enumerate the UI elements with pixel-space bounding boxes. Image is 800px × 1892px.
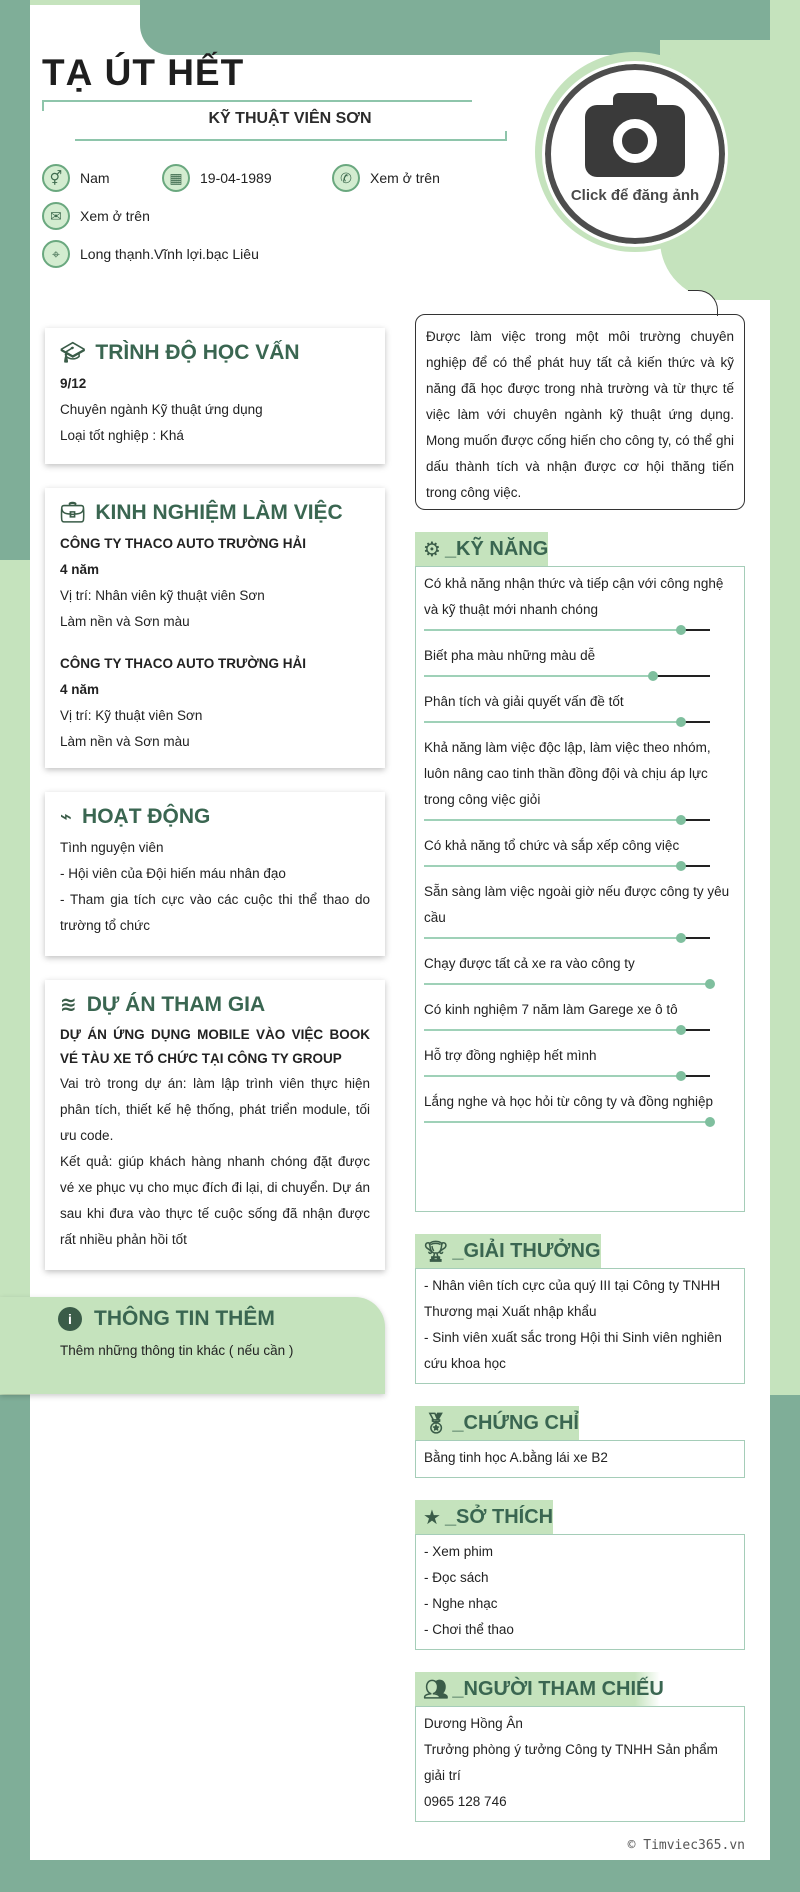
award-item[interactable]: - Nhân viên tích cực của quý III tại Công ty TNHH Thương mại Xuất nhập khẩu xyxy=(424,1278,721,1319)
projects-heading: DỰ ÁN THAM GIA xyxy=(86,992,266,1016)
gender-icon: ⚥ xyxy=(42,164,70,192)
address-row xyxy=(42,240,259,268)
skill-label[interactable]: Chạy được tất cả xe ra vào công ty xyxy=(424,956,635,971)
watermark: © Timviec365.vn xyxy=(627,1838,745,1853)
hobby-item[interactable]: - Đọc sách xyxy=(424,1570,489,1585)
skill-level-slider[interactable] xyxy=(424,815,710,825)
skill-level-knob[interactable] xyxy=(648,671,658,681)
camera-icon xyxy=(585,105,685,177)
project-result[interactable]: Kết quả: giúp khách hàng nhanh chóng đặt được vé xe phục vụ cho mục đích đi lại, di chuyển. Dự án sau khi đưa vào thực tế cuộc sống đã nhận được rất nhiều phản hồi tốt xyxy=(60,1154,370,1247)
skill-level-slider[interactable] xyxy=(424,1117,710,1127)
skill-level-slider[interactable] xyxy=(424,1025,710,1035)
layers-icon: ≋ xyxy=(60,994,77,1016)
skill-label[interactable]: Hỗ trợ đồng nghiệp hết mình xyxy=(424,1048,597,1063)
experience-company[interactable]: CÔNG TY THACO AUTO TRƯỜNG HẢI xyxy=(60,536,306,551)
birthday-value[interactable]: 19-04-1989 xyxy=(200,170,272,186)
job-title: KỸ THUẬT VIÊN SƠN xyxy=(208,110,372,127)
experience-description[interactable]: Làm nền và Sơn màu xyxy=(60,734,190,749)
education-heading: TRÌNH ĐỘ HỌC VẤN xyxy=(95,340,300,364)
skill-level-knob[interactable] xyxy=(705,1117,715,1127)
certificates-heading: _CHỨNG CHỈ xyxy=(452,1411,579,1434)
education-major[interactable]: Chuyên ngành Kỹ thuật ứng dụng xyxy=(60,402,263,417)
references-header xyxy=(415,1672,664,1706)
experience-duration[interactable]: 4 năm xyxy=(60,562,100,577)
birthday-row xyxy=(162,164,272,192)
reference-phone[interactable]: 0965 128 746 xyxy=(424,1794,507,1809)
skill-level-slider[interactable] xyxy=(424,861,710,871)
skill-label[interactable]: Có khả năng nhận thức và tiếp cận với công nghệ và kỹ thuật mới nhanh chóng xyxy=(424,576,724,617)
pulse-icon: ⌁ xyxy=(60,806,73,828)
activities-section xyxy=(45,792,385,956)
users-icon: 👥︎ xyxy=(423,1678,449,1701)
skill-level-slider[interactable] xyxy=(424,933,710,943)
skill-item xyxy=(424,571,736,635)
star-icon: ★ xyxy=(423,1506,441,1529)
awards-list xyxy=(415,1268,745,1384)
certificates-list xyxy=(415,1440,745,1478)
references-heading: _NGƯỜI THAM CHIẾU xyxy=(452,1677,664,1700)
skill-level-slider[interactable] xyxy=(424,979,710,989)
hobbies-list xyxy=(415,1534,745,1650)
skills-header xyxy=(415,532,548,566)
reference-name[interactable]: Dương Hồng Ân xyxy=(424,1716,523,1731)
experience-position[interactable]: Vị trí: Kỹ thuật viên Sơn xyxy=(60,708,203,723)
hobby-item[interactable]: - Chơi thể thao xyxy=(424,1622,514,1637)
skill-label[interactable]: Phân tích và giải quyết vấn đề tốt xyxy=(424,694,624,709)
experience-section xyxy=(45,488,385,768)
skill-item xyxy=(424,689,736,727)
activity-line[interactable]: Tình nguyện viên xyxy=(60,840,164,855)
hobby-item[interactable]: - Xem phim xyxy=(424,1544,494,1559)
header-divider-bottom xyxy=(75,131,507,141)
experience-company[interactable]: CÔNG TY THACO AUTO TRƯỜNG HẢI xyxy=(60,656,306,671)
education-section xyxy=(45,328,385,464)
skill-level-slider[interactable] xyxy=(424,671,710,681)
location-icon: ⌖ xyxy=(42,240,70,268)
skill-label[interactable]: Có kinh nghiệm 7 năm làm Garege xe ô tô xyxy=(424,1002,678,1017)
skill-level-knob[interactable] xyxy=(676,717,686,727)
activity-line[interactable]: - Tham gia tích cực vào các cuộc thi thể thao do trường tổ chức xyxy=(60,892,370,933)
experience-duration[interactable]: 4 năm xyxy=(60,682,100,697)
hobbies-heading: _SỞ THÍCH xyxy=(444,1505,554,1528)
hobbies-header xyxy=(415,1500,553,1534)
skill-item xyxy=(424,643,736,681)
background-dark-left xyxy=(0,0,30,560)
photo-upload-label: Click để đăng ảnh xyxy=(570,186,700,204)
skill-level-knob[interactable] xyxy=(676,1071,686,1081)
certificates-header xyxy=(415,1406,579,1440)
skill-level-knob[interactable] xyxy=(676,861,686,871)
medal-icon: 🏅︎ xyxy=(423,1412,449,1435)
phone-value[interactable]: Xem ở trên xyxy=(370,170,440,186)
graduation-cap-icon: 🎓︎ xyxy=(60,342,86,364)
project-role[interactable]: Vai trò trong dự án: làm lập trình viên thực hiện phân tích, thiết kế hệ thống, phát triển module, tối ưu code. xyxy=(60,1076,370,1143)
awards-header xyxy=(415,1234,601,1268)
education-rank[interactable]: Loại tốt nghiệp : Khá xyxy=(60,428,184,443)
gear-icon: ⚙ xyxy=(423,538,441,561)
address-value[interactable]: Long thạnh.Vĩnh lợi.bạc Liêu xyxy=(80,246,259,262)
activity-line[interactable]: - Hội viên của Đội hiến máu nhân đạo xyxy=(60,866,286,881)
reference-title[interactable]: Trưởng phòng ý tưởng Công ty TNHH Sản phẩm giải trí xyxy=(424,1742,718,1783)
skill-level-knob[interactable] xyxy=(676,815,686,825)
experience-description[interactable]: Làm nền và Sơn màu xyxy=(60,614,190,629)
phone-icon: ✆ xyxy=(332,164,360,192)
experience-position[interactable]: Vị trí: Nhân viên kỹ thuật viên Sơn xyxy=(60,588,265,603)
skill-item xyxy=(424,951,736,989)
skill-label[interactable]: Sẵn sàng làm việc ngoài giờ nếu được công ty yêu cầu xyxy=(424,884,730,925)
email-icon: ✉ xyxy=(42,202,70,230)
career-objective[interactable]: Được làm việc trong một môi trường chuyên nghiệp để có thể phát huy tất cả kiến thức và kỹ năng đã học được trong nhà trường và từ thực tế việc làm với chuyên ngành kỹ thuật ứng dụng. Mong muốn được cống hiến cho công ty, có thể ghi dấu thành tích và nhận được cơ hội thăng tiến trong công việc. xyxy=(415,314,745,510)
skills-heading: _KỸ NĂNG xyxy=(444,537,549,560)
skill-item xyxy=(424,833,736,871)
experience-heading: KINH NGHIỆM LÀM VIỆC xyxy=(95,500,343,524)
skill-item xyxy=(424,735,736,825)
projects-section xyxy=(45,980,385,1270)
references-list xyxy=(415,1706,745,1822)
skill-label[interactable]: Lắng nghe và học hỏi từ công ty và đồng nghiệp xyxy=(424,1094,714,1109)
candidate-name: TẠ ÚT HẾT xyxy=(42,52,245,93)
skill-item xyxy=(424,1043,736,1081)
more-info-section xyxy=(0,1297,385,1394)
skill-item xyxy=(424,1089,736,1127)
skill-level-knob[interactable] xyxy=(705,979,715,989)
awards-heading: _GIẢI THƯỞNG xyxy=(452,1239,601,1262)
certificate-item[interactable]: Bằng tinh học A.bằng lái xe B2 xyxy=(424,1450,608,1465)
skill-level-knob[interactable] xyxy=(676,625,686,635)
skill-label[interactable]: Có khả năng tổ chức và sắp xếp công việc xyxy=(424,838,680,853)
calendar-icon: ▦ xyxy=(162,164,190,192)
education-grade[interactable]: 9/12 xyxy=(60,376,87,391)
info-icon: i xyxy=(58,1307,82,1331)
gender-row xyxy=(42,164,110,192)
activities-heading: HOẠT ĐỘNG xyxy=(82,804,211,828)
more-info-heading: THÔNG TIN THÊM xyxy=(94,1307,275,1330)
award-item[interactable]: - Sinh viên xuất sắc trong Hội thi Sinh viên nghiên cứu khoa học xyxy=(424,1330,722,1371)
skill-level-slider[interactable] xyxy=(424,1071,710,1081)
skills-list xyxy=(415,566,745,1212)
skill-label[interactable]: Khả năng làm việc độc lập, làm việc theo nhóm, luôn nâng cao tinh thần đồng đội và chịu áp lực trong công việc giỏi xyxy=(424,740,711,807)
trophy-icon: 🏆︎ xyxy=(423,1240,449,1263)
photo-upload[interactable] xyxy=(545,64,725,244)
skill-label[interactable]: Biết pha màu những màu dễ xyxy=(424,648,596,663)
skill-level-slider[interactable] xyxy=(424,625,710,635)
skill-level-knob[interactable] xyxy=(676,1025,686,1035)
skill-level-slider[interactable] xyxy=(424,717,710,727)
skill-item xyxy=(424,879,736,943)
briefcase-icon: 💼︎ xyxy=(60,502,86,524)
project-name[interactable]: DỰ ÁN ỨNG DỤNG MOBILE VÀO VIỆC BOOK VÉ TÀU XE TỔ CHỨC TẠI CÔNG TY GROUP xyxy=(60,1027,370,1066)
skill-item xyxy=(424,997,736,1035)
more-info-text[interactable]: Thêm những thông tin khác ( nếu cần ) xyxy=(60,1343,294,1358)
email-value[interactable]: Xem ở trên xyxy=(80,208,150,224)
skill-level-knob[interactable] xyxy=(676,933,686,943)
phone-row xyxy=(332,164,440,192)
email-row xyxy=(42,202,150,230)
gender-value[interactable]: Nam xyxy=(80,170,110,186)
hobby-item[interactable]: - Nghe nhạc xyxy=(424,1596,498,1611)
